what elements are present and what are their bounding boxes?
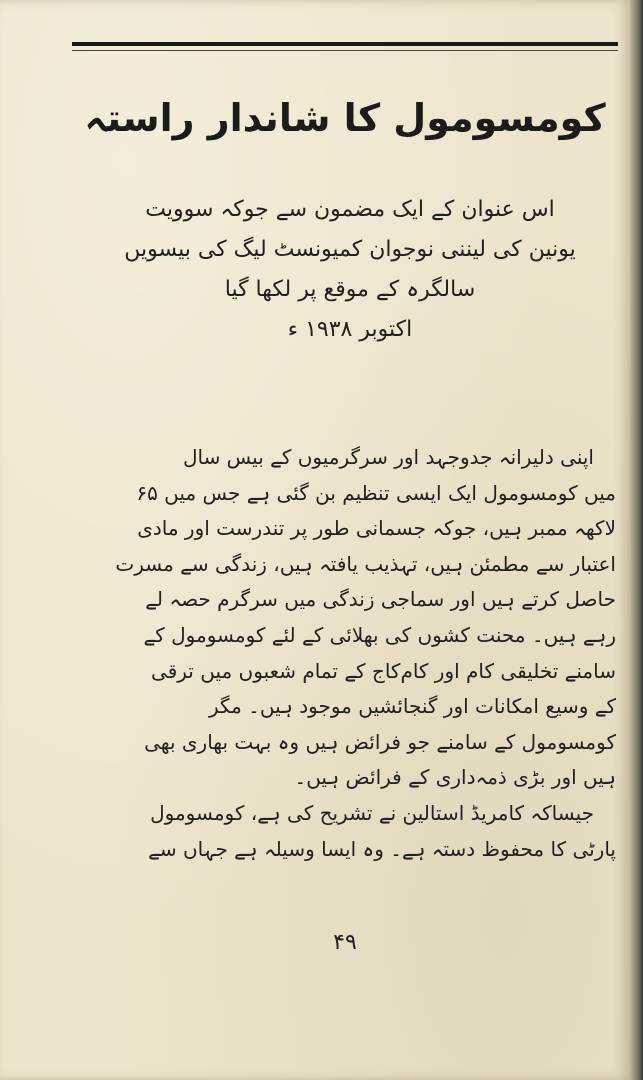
page-number: ۴۹ — [333, 930, 357, 955]
body-line: اپنی دلیرانہ جدوجہد اور سرگرمیوں کے بیس سال — [182, 445, 594, 469]
header-rule-thin — [72, 50, 618, 51]
body-line: کے وسیع امکانات اور گنجائشیں موجود ہیں۔ مگر — [209, 694, 616, 719]
page-edge — [630, 0, 643, 1080]
body-line: پارٹی کا محفوظ دستہ ہے۔ وہ ایسا وسیلہ ہے جہاں سے — [148, 836, 616, 861]
body-line: لاکھہ ممبر ہیں، جوکہ جسمانی طور پر تندرست اور مادی — [137, 516, 616, 541]
body-paragraphs — [58, 440, 616, 867]
body-line: جیساکہ کامریڈ استالین نے تشریح کی ہے، کومسومول — [150, 800, 594, 825]
subtitle-line: اس عنوان کے ایک مضمون سے جوکہ سوویت — [145, 197, 555, 222]
body-line: ہیں اور بڑی ذمہ‌داری کے فرائض ہیں۔ — [294, 765, 616, 790]
body-line: میں کومسومول ایک ایسی تنظیم بن گئی ہے جس میں ۶۵ — [136, 480, 616, 505]
chapter-subtitle — [110, 190, 590, 350]
body-line: حاصل کرتے ہیں اور سماجی زندگی میں سرگرم حصہ لے — [145, 587, 616, 612]
subtitle-line: یونین کی لیننی نوجوان کمیونسٹ لیگ کی بیسویں — [124, 237, 576, 262]
body-line: سامنے تخلیقی کام اور کام‌کاج کے تمام شعبوں میں ترقی — [151, 658, 616, 683]
subtitle-date: اکتوبر ۱۹۳۸ ء — [287, 317, 413, 342]
header-rule — [72, 42, 618, 46]
chapter-title: کومسومول کا شاندار راستہ — [84, 96, 606, 140]
body-line: کومسومول کے سامنے جو فرائض ہیں وہ بہت بھاری بھی — [144, 729, 616, 754]
body-line: اعتبار سے مطمئن ہیں، تہذیب یافتہ ہیں، زندگی سے مسرت — [115, 551, 616, 576]
body-line: رہے ہیں۔ محنت کشوں کی بھلائی کے لئے کومسومول کے — [143, 622, 616, 647]
subtitle-line: سالگرہ کے موقع پر لکھا گیا — [224, 277, 476, 302]
